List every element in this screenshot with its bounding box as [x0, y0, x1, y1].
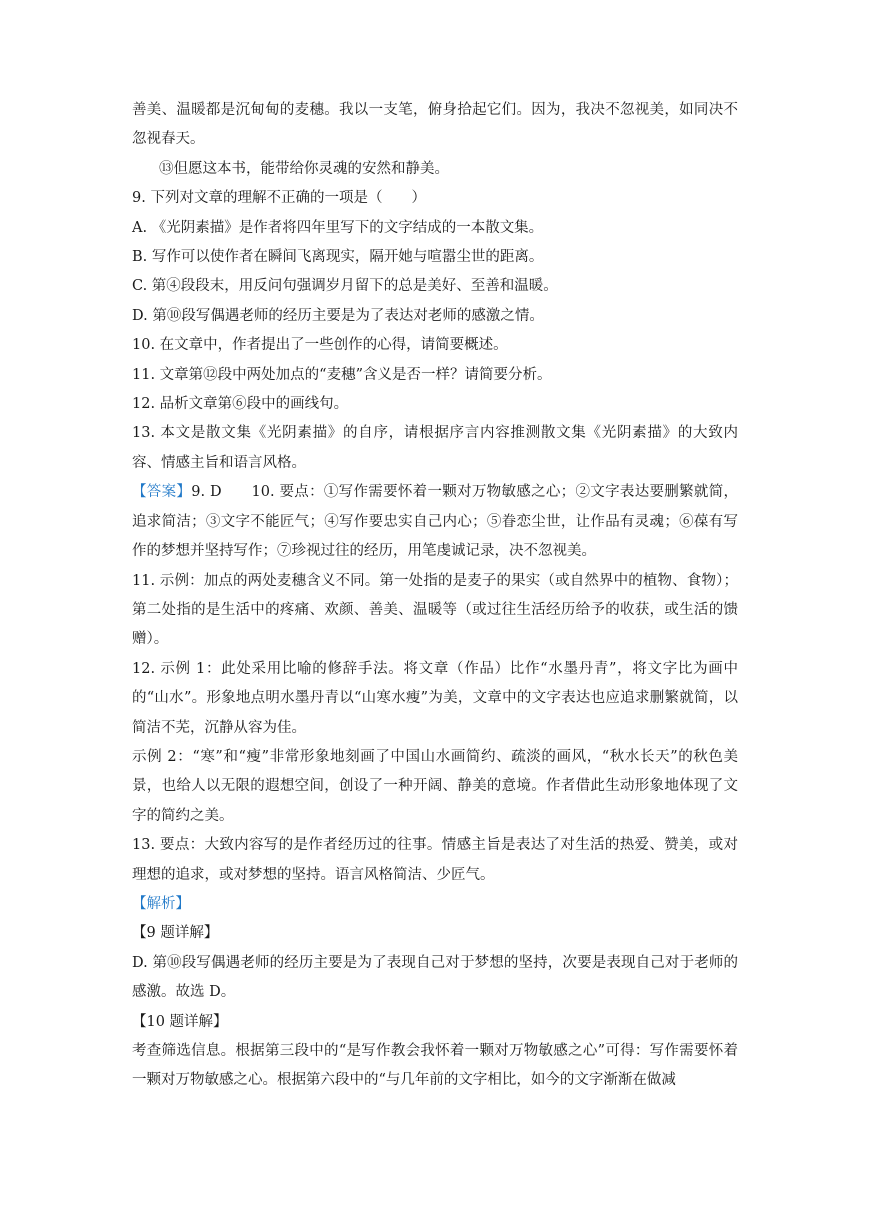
paragraph-ending: 善美、温暖都是沉甸甸的麦穗。我以一支笔，俯身拾起它们。因为，我决不忽视美，如同决不忽视春天。 — [132, 102, 738, 148]
option-d: D. 第⑩段写偶遇老师的经历主要是为了表达对老师的感激之情。 — [132, 307, 544, 324]
question-12: 12. 品析文章第⑥段中的画线句。 — [132, 396, 349, 413]
detail-10-text: 考查筛选信息。根据第三段中的“是写作教会我怀着一颗对万物敏感之心”可得：写作需要怀着一颗对万物敏感之心。根据第六段中的“与几年前的文字相比，如今的文字渐渐在做减 — [132, 1043, 738, 1089]
answer-tag: 【答案】 — [132, 484, 192, 501]
option-a: A. 《光阴素描》是作者将四年里写下的文字结成的一本散文集。 — [132, 219, 544, 236]
answer-12-example-2: 示例 2：“寒”和“瘦”非常形象地刻画了中国山水画简约、疏淡的画风，“秋水长天”的秋色美景，也给人以无限的遐想空间，创设了一种开阔、静美的意境。作者借此生动形象地体现了文字的简约之美。 — [132, 748, 738, 824]
question-11: 11. 文章第⑫段中两处加点的“麦穗”含义是否一样？请简要分析。 — [132, 366, 552, 383]
document-body — [132, 96, 738, 1096]
answer-12: 12. 示例 1：此处采用比喻的修辞手法。将文章（作品）比作“水墨丹青”，将文字比为画中的“山水”。形象地点明水墨丹青以“山寒水瘦”为美，文章中的文字表达也应追求删繁就简，以简洁不芜，沉静从容为佳。 — [132, 660, 738, 736]
analysis-heading — [132, 890, 738, 919]
answer-block — [132, 478, 738, 566]
detail-9-text: D. 第⑩段写偶遇老师的经历主要是为了表现自己对于梦想的坚持，次要是表现自己对于老师的感激。故选 D。 — [132, 954, 738, 1001]
option-b: B. 写作可以使作者在瞬间飞离现实，隔开她与喧嚣尘世的距离。 — [132, 249, 544, 266]
paragraph-13: ⑬但愿这本书，能带给你灵魂的安然和静美。 — [159, 160, 449, 177]
question-13: 13. 本文是散文集《光阴素描》的自序，请根据序言内容推测散文集《光阴素描》的大致内容、情感主旨和语言风格。 — [132, 425, 738, 471]
detail-9-title: 【9 题详解】 — [132, 925, 219, 942]
question-10: 10. 在文章中，作者提出了一些创作的心得，请简要概述。 — [132, 337, 508, 354]
detail-10-title: 【10 题详解】 — [132, 1013, 228, 1030]
question-9: 9. 下列对文章的理解不正确的一项是（ ） — [132, 190, 426, 207]
answer-text: 9. D 10. 要点：①写作需要怀着一颗对万物敏感之心；②文字表达要删繁就简，追求简洁；③文字不能匠气；④写作要忠实自己内心；⑤眷恋尘世，让作品有灵魂；⑥葆有写作的梦想并坚持写作；⑦珍视过往的经历，用笔虔诚记录，决不忽视美。 — [132, 484, 738, 560]
option-c: C. 第④段段末，用反问句强调岁月留下的总是美好、至善和温暖。 — [132, 278, 558, 295]
answer-13: 13. 要点：大致内容写的是作者经历过的往事。情感主旨是表达了对生活的热爱、赞美，或对理想的追求，或对梦想的坚持。语言风格简洁、少匠气。 — [132, 837, 738, 883]
answer-11: 11. 示例：加点的两处麦穗含义不同。第一处指的是麦子的果实（或自然界中的植物、食物）；第二处指的是生活中的疼痛、欢颜、善美、温暖等（或过往生活经历给予的收获，或生活的馈赠）。 — [132, 572, 738, 648]
analysis-tag: 【解析】 — [132, 895, 190, 912]
